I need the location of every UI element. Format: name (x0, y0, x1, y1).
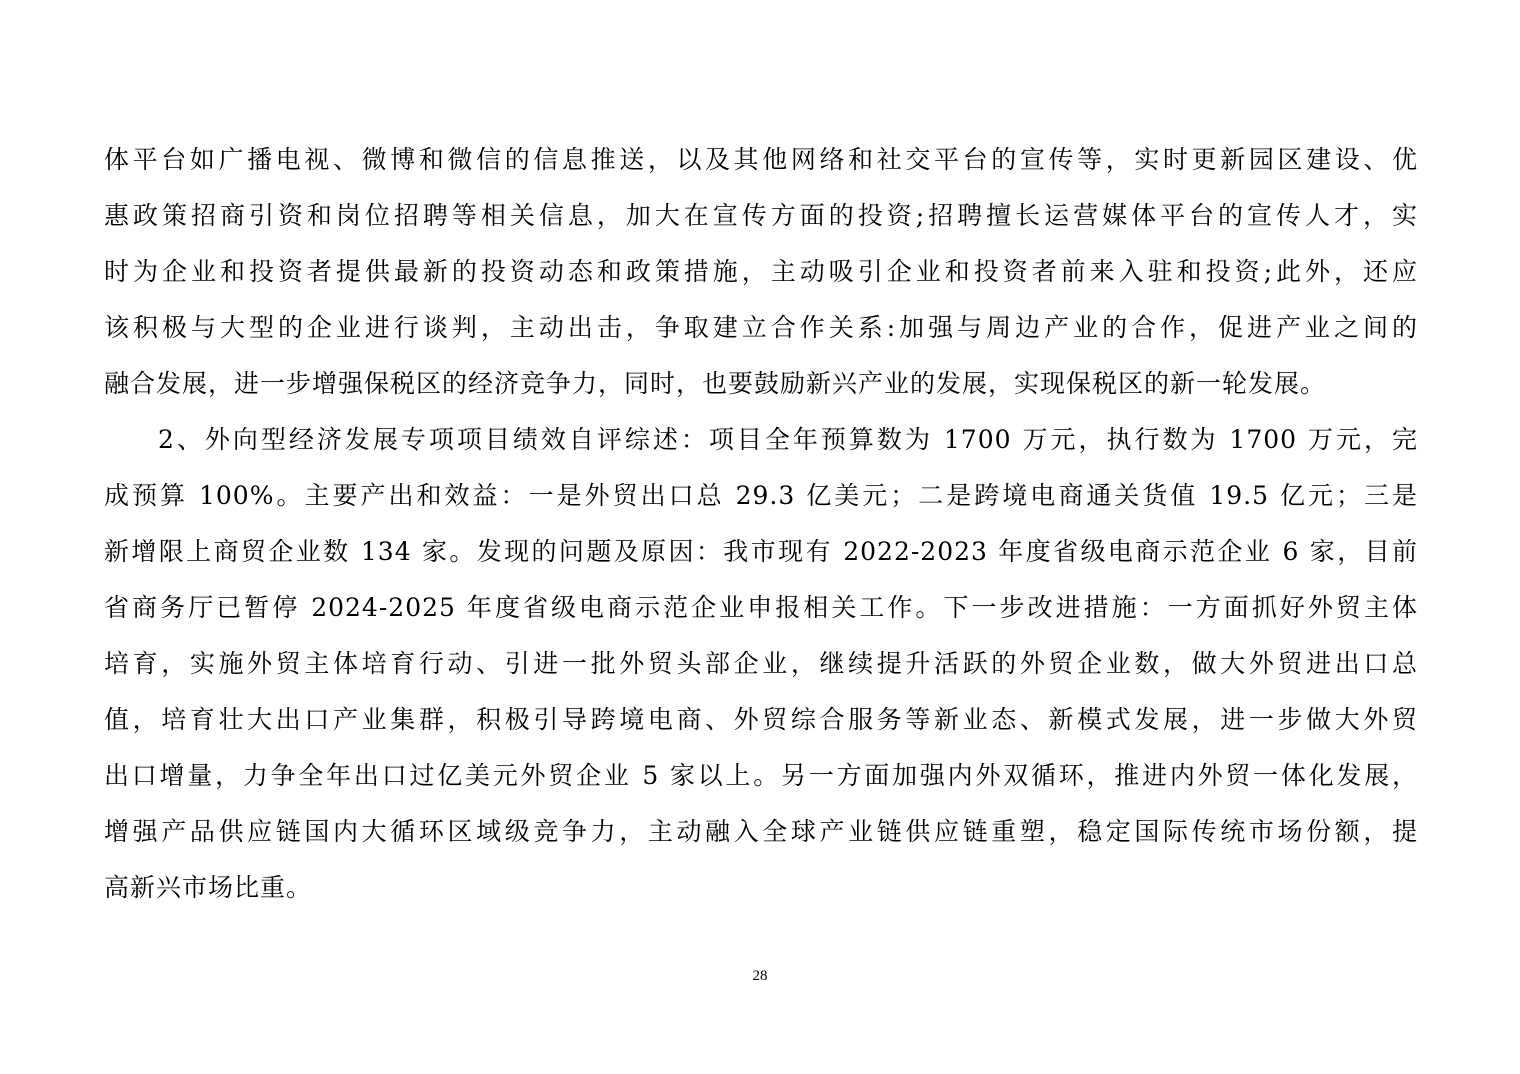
text-line: 高新兴市场比重。 (104, 873, 313, 902)
text-line: 增强产品供应链国内大循环区域级竞争力，主动融入全球产业链供应链重塑，稳定国际传统市场份额，提 (104, 817, 1418, 846)
paragraph-foreign-trade-evaluation (104, 412, 1418, 916)
text-line: 值，培育壮大出口产业集群，积极引导跨境电商、外贸综合服务等新业态、新模式发展，进一步做大外贸 (104, 705, 1418, 734)
text-line: 出口增量，力争全年出口过亿美元外贸企业 5 家以上。另一方面加强内外双循环，推进内外贸一体化发展， (104, 761, 1418, 790)
text-line: 融合发展，进一步增强保税区的经济竞争力，同时，也要鼓励新兴产业的发展，实现保税区的新一轮发展。 (104, 369, 1327, 398)
text-line: 体平台如广播电视、微博和微信的信息推送，以及其他网络和社交平台的宣传等，实时更新园区建设、优 (104, 145, 1418, 174)
page-body (104, 132, 1418, 916)
paragraph-publicity-measures (104, 132, 1418, 412)
text-line: 成预算 100%。主要产出和效益：一是外贸出口总 29.3 亿美元；二是跨境电商通关货值 19.5 亿元；三是 (104, 481, 1418, 510)
text-line: 惠政策招商引资和岗位招聘等相关信息，加大在宣传方面的投资;招聘擅长运营媒体平台的宣传人才，实 (104, 201, 1418, 230)
page-number: 28 (752, 968, 768, 984)
text-line: 培育，实施外贸主体培育行动、引进一批外贸头部企业，继续提升活跃的外贸企业数，做大外贸进出口总 (104, 649, 1418, 678)
text-line: 2、外向型经济发展专项项目绩效自评综述：项目全年预算数为 1700 万元，执行数为 1700 万元，完 (158, 425, 1418, 454)
text-line: 时为企业和投资者提供最新的投资动态和政策措施，主动吸引企业和投资者前来入驻和投资;此外，还应 (104, 257, 1418, 286)
text-line: 省商务厅已暂停 2024-2025 年度省级电商示范企业申报相关工作。下一步改进措施：一方面抓好外贸主体 (104, 593, 1418, 622)
text-line: 该积极与大型的企业进行谈判，主动出击，争取建立合作关系:加强与周边产业的合作，促进产业之间的 (104, 313, 1418, 342)
text-line: 新增限上商贸企业数 134 家。发现的问题及原因：我市现有 2022-2023 年度省级电商示范企业 6 家，目前 (104, 537, 1418, 566)
